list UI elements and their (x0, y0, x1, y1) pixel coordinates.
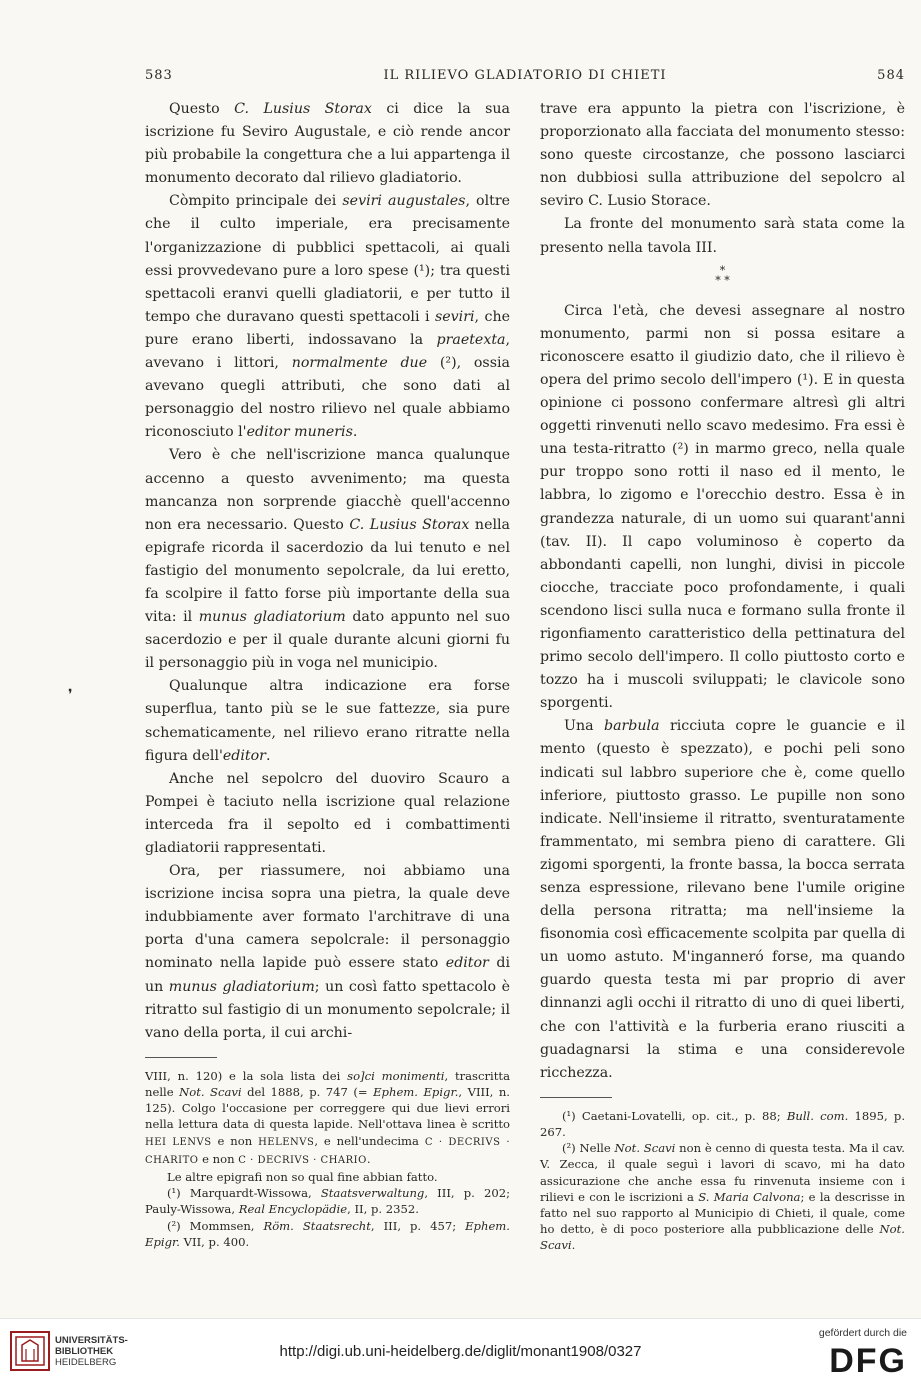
paragraph: trave era appunto la pietra con l'iscrizione, è proporzionato alla facciata del monumento stesso: sono queste circostanze, che possono lasciarci non dubbiosi sulla attribuzione del sepolcro al seviro C. Lusio Storace. (540, 101, 905, 210)
margin-mark: ❜ (68, 687, 73, 703)
library-name: UNIVERSITÄTS- BIBLIOTHEK HEIDELBERG (55, 1335, 128, 1368)
footnote: (²) Mommsen, Röm. Staatsrecht, III, p. 457; Ephem. Epigr. VII, p. 400. (145, 1218, 510, 1249)
permalink-url[interactable]: http://digi.ub.uni-heidelberg.de/diglit/monant1908/0327 (279, 1343, 642, 1360)
funded-by-label: gefördert durch die (818, 1327, 907, 1339)
footer-bar (0, 1318, 921, 1386)
page-number-left: 583 (145, 68, 173, 83)
running-title: IL RILIEVO GLADIATORIO DI CHIETI (383, 68, 667, 83)
paragraph: Una barbula ricciuta copre le guancie e il mento (questo è spezzato), e pochi peli sono indicati sul labbro superiore che è, come quello inferiore, piuttosto grasso. Le pupille non sono indicate. Nell'insieme il ritratto, sventuratamente frammentato, mi sembra pieno di carattere. Gli zigomi sporgenti, la fronte bassa, la bocca serrata senza espressione, rilevano bene l'umile origine della persona ritratta; ma nell'insieme la fisonomia così efficacemente scolpita par quella di un uomo astuto. M'inganneró forse, ma quando guardo questa testa mi par proprio di aver dinnanzi agli occhi il ritratto di uno di quei liberti, che con l'attività e la furberia erano riusciti a guadagnarsi la stima e una considerevole ricchezza. (540, 718, 906, 1081)
page-number-right: 584 (877, 68, 905, 83)
asterism: * * * (715, 263, 730, 287)
footnote: (²) Nelle Not. Scavi non è cenno di questa testa. Ma il cav. V. Zecca, il quale seguì i lavori di scavo, mi ha dato assicurazione che anche essa fu rinvenuta insieme con i rilievi e con le iscrizioni a S. Maria Calvona; e la descrisse in fatto nel suo rapporto al Municipio di Chieti, il quale, come ho detto, è di poco posteriore alla pubblicazione delle Not. Scavi. (540, 1141, 905, 1253)
right-column (540, 98, 905, 1254)
paragraph: Còmpito principale dei seviri augustales, oltre che il culto imperiale, era precisamente l'organizzazione di pubblici spettacoli, ai quali essi provvedevano pure a loro spese (¹); tra questi spettacoli eranvi quelli gladiatorii, e per tutto il tempo che duravano questi spettacoli i seviri, che pure erano liberti, indossavano la praetexta, avevano i littori, normalmente due (²), ossia avevano quegli attributi, che sono dati al personaggio del nostro rilievo nel quale abbiamo riconosciuto l'editor muneris. (145, 193, 510, 441)
paragraph: Ora, per riassumere, noi abbiamo una iscrizione incisa sopra una pietra, la quale deve indubbiamente aver formato l'architrave di una porta d'una camera sepolcrale: il personaggio nominato nella lapide può essere stato editor di un munus gladiatorium; un così fatto spettacolo è ritratto sul fastigio di un monumento sepolcrale; il vano della porta, il cui archi- (145, 863, 510, 1041)
paragraph: Qualunque altra indicazione era forse superflua, tanto più se le sue fattezze, sia pure schematicamente, nel rilievo erano ritratte nella figura dell'editor. (145, 678, 510, 764)
left-column (145, 98, 510, 1250)
paragraph: Anche nel sepolcro del duoviro Scauro a Pompei è taciuto nella iscrizione qual relazione interceda fra il sepolto ed i combattimenti gladiatorii rappresentati. (145, 770, 510, 856)
paragraph: Vero è che nell'iscrizione manca qualunque accenno a questo avvenimento; ma questa mancanza non sorprende giacchè quell'accenno non era necessario. Questo C. Lusius Storax nella epigrafe ricorda il sacerdozio da lui tenuto e nel fastigio del monumento sepolcrale, da lui eretto, fa scolpire il fatto forse più importante della sua vita: il munus gladiatorium dato appunto nel suo sacerdozio e per il quale durante alcuni giorni fu il personaggio più in voga nel municipio. (145, 447, 510, 672)
paragraph: La fronte del monumento sarà stata come la presento nella tavola III. (540, 216, 905, 256)
running-head (145, 68, 905, 88)
footnotes-right (540, 1108, 905, 1254)
footnote-divider (540, 1097, 612, 1098)
footnote: Le altre epigrafi non so qual fine abbian fatto. (167, 1170, 438, 1185)
paragraph: Questo C. Lusius Storax ci dice la sua iscrizione fu Seviro Augustale, e ciò rende ancor più probabile la congettura che a lui appartenga il monumento decorato dal rilievo gladiatorio. (145, 101, 510, 187)
footnote-divider (145, 1057, 217, 1058)
paragraph: Circa l'età, che devesi assegnare al nostro monumento, parmi non si possa esitare a riconoscere esatto il giudizio dato, che il rilievo è opera del primo secolo dell'impero (¹). E in questa opinione ci possono confermare altresì gli altri oggetti rinvenuti nello scavo medesimo. Fra essi è una testa-ritratto (²) in marmo greco, nella quale pur troppo sono rotti il naso ed il mento, le labbra, lo zigomo e l'orecchio destro. Essa è in grandezza naturale, di un uomo sui quarant'anni (tav. II). Il capo voluminoso è coperto da abbondanti capelli, non lunghi, divisi in piccole ciocche, tracciate poco profondamente, i quali scendono lisci sulla nuca e formano sulla fronte il rigonfiamento caratteristico della pettinatura del primo secolo dell'impero. Il collo piuttosto corto e tozzo ha i muscoli sviluppati; le clavicole sono sporgenti. (540, 302, 905, 712)
footnote: (¹) Caetani-Lovatelli, op. cit., p. 88; Bull. com. 1895, p. 267. (540, 1108, 905, 1140)
footnote: (¹) Marquardt-Wissowa, Staatsverwaltung, III, p. 202; Pauly-Wissowa, Real Encyclopädie, II, p. 2352. (145, 1186, 510, 1217)
footnotes-left (145, 1068, 510, 1250)
dfg-logo: DFG (829, 1342, 907, 1380)
footnote: VIII, n. 120) e la sola lista dei so]ci monimenti, trascritta nelle Not. Scavi del 1888, p. 747 (= Ephem. Epigr., VIII, n. 125). Colgo l'occasione per correggere qui due lievi errori nella lettura data di questa lapide. Nell'ottava linea è scritto HEI LENVS e non HELENVS, e nell'undecima C · DECRIVS · CHARITO e non C · DECRIVS · CHARIO. (145, 1068, 510, 1166)
